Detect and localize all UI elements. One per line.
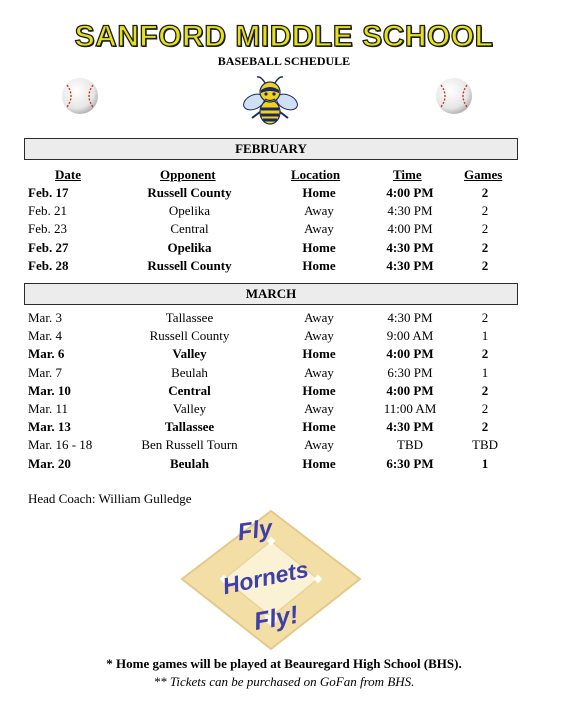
game-opponent: Opelika bbox=[168, 203, 211, 219]
game-count: 1 bbox=[481, 455, 489, 471]
game-time: 4:00 PM bbox=[386, 382, 434, 398]
game-date: Mar. 16 - 18 bbox=[28, 437, 93, 453]
game-count: 2 bbox=[481, 382, 489, 398]
schedule-row bbox=[0, 240, 568, 258]
game-opponent: Beulah bbox=[169, 455, 209, 471]
march-section-header: MARCH bbox=[24, 283, 518, 305]
hornet-mascot-icon bbox=[242, 74, 298, 128]
game-date: Feb. 27 bbox=[28, 239, 69, 255]
game-date: Feb. 28 bbox=[28, 257, 69, 273]
schedule-row bbox=[0, 365, 568, 383]
fly-hornets-fly-graphic bbox=[178, 505, 364, 655]
graphic-word-3: Fly! bbox=[251, 600, 301, 637]
game-date: Mar. 11 bbox=[28, 401, 68, 416]
schedule-row bbox=[0, 258, 568, 276]
game-date: Mar. 10 bbox=[28, 382, 71, 398]
game-time: 4:00 PM bbox=[386, 185, 434, 200]
schedule-row bbox=[0, 221, 568, 239]
game-opponent: Russell County bbox=[147, 257, 232, 273]
game-opponent: Tallassee bbox=[164, 419, 215, 435]
column-header-row bbox=[0, 167, 568, 183]
game-opponent: Tallassee bbox=[165, 310, 214, 325]
game-count: 2 bbox=[481, 221, 489, 237]
game-location: Home bbox=[302, 382, 336, 398]
game-date: Mar. 4 bbox=[28, 328, 62, 344]
schedule-row bbox=[0, 437, 568, 455]
schedule-row bbox=[0, 185, 568, 203]
column-header-time: Time bbox=[393, 167, 422, 182]
schedule-row bbox=[0, 456, 568, 474]
game-location: Away bbox=[304, 203, 334, 219]
game-location: Home bbox=[302, 419, 336, 435]
game-time: 4:30 PM bbox=[386, 239, 434, 255]
game-date: Mar. 3 bbox=[28, 310, 62, 325]
game-date: Feb. 23 bbox=[28, 221, 67, 237]
game-opponent: Ben Russell Tourn bbox=[141, 437, 238, 453]
game-time: 4:00 PM bbox=[387, 221, 433, 237]
game-opponent: Opelika bbox=[167, 239, 212, 255]
game-opponent: Central bbox=[168, 382, 211, 398]
game-location: Away bbox=[304, 401, 334, 416]
game-count: 2 bbox=[481, 310, 489, 325]
game-location: Home bbox=[302, 257, 336, 273]
game-opponent: Valley bbox=[172, 346, 207, 362]
game-location: Home bbox=[302, 346, 336, 362]
game-count: 2 bbox=[481, 346, 489, 362]
game-date: Feb. 17 bbox=[28, 185, 69, 200]
game-location: Away bbox=[304, 221, 334, 237]
game-count: 2 bbox=[481, 401, 489, 416]
game-time: 6:30 PM bbox=[387, 364, 433, 380]
tickets-note: ** Tickets can be purchased on GoFan from BHS. bbox=[153, 674, 415, 689]
schedule-row bbox=[0, 346, 568, 364]
game-date: Mar. 7 bbox=[28, 364, 62, 380]
game-location: Home bbox=[302, 455, 336, 471]
home-games-note: * Home games will be played at Beauregard High School (BHS). bbox=[106, 656, 462, 671]
game-count: 2 bbox=[481, 185, 489, 200]
game-count: 1 bbox=[481, 364, 489, 380]
game-time: 4:30 PM bbox=[386, 257, 434, 273]
graphic-word-2: Hornets bbox=[220, 555, 311, 600]
game-opponent: Central bbox=[170, 221, 209, 237]
head-coach: Head Coach: William Gulledge bbox=[28, 491, 192, 506]
game-time: 11:00 AM bbox=[383, 401, 437, 416]
game-count: 2 bbox=[481, 419, 489, 435]
game-time: 4:30 PM bbox=[387, 310, 433, 325]
game-time: 4:30 PM bbox=[386, 419, 434, 435]
schedule-subtitle: BASEBALL SCHEDULE bbox=[217, 54, 351, 68]
schedule-row bbox=[0, 310, 568, 328]
game-date: Mar. 6 bbox=[28, 346, 65, 362]
game-opponent: Beulah bbox=[171, 364, 208, 380]
game-location: Away bbox=[304, 310, 334, 325]
game-time: 6:30 PM bbox=[386, 455, 434, 471]
game-count: 1 bbox=[481, 328, 489, 344]
game-location: Away bbox=[304, 437, 334, 453]
game-opponent: Russell County bbox=[147, 185, 232, 200]
school-title: SANFORD MIDDLE SCHOOL bbox=[74, 20, 494, 53]
game-location: Home bbox=[302, 239, 336, 255]
schedule-row bbox=[0, 419, 568, 437]
game-date: Mar. 13 bbox=[28, 419, 71, 435]
schedule-row bbox=[0, 401, 568, 419]
february-section-header: FEBRUARY bbox=[24, 138, 518, 160]
game-opponent: Valley bbox=[172, 401, 207, 416]
baseball-icon bbox=[58, 76, 102, 116]
schedule-row bbox=[0, 203, 568, 221]
game-count: TBD bbox=[472, 437, 498, 453]
game-time: TBD bbox=[397, 437, 423, 453]
schedule-row bbox=[0, 328, 568, 346]
game-opponent: Russell County bbox=[149, 328, 230, 344]
column-header-games: Games bbox=[464, 167, 503, 182]
column-header-location: Location bbox=[291, 167, 341, 182]
game-location: Away bbox=[304, 328, 334, 344]
column-header-date: Date bbox=[55, 167, 81, 182]
game-time: 4:30 PM bbox=[387, 203, 433, 219]
column-header-opponent: Opponent bbox=[160, 167, 216, 182]
game-time: 9:00 AM bbox=[386, 328, 434, 344]
game-count: 2 bbox=[481, 203, 489, 219]
game-time: 4:00 PM bbox=[386, 346, 434, 362]
game-count: 2 bbox=[481, 257, 489, 273]
game-date: Mar. 20 bbox=[28, 455, 71, 471]
graphic-word-1: Fly bbox=[236, 514, 275, 547]
schedule-row bbox=[0, 383, 568, 401]
baseball-icon bbox=[432, 76, 476, 116]
game-count: 2 bbox=[481, 239, 489, 255]
game-date: Feb. 21 bbox=[28, 203, 67, 219]
game-location: Home bbox=[302, 185, 336, 200]
game-location: Away bbox=[304, 364, 334, 380]
